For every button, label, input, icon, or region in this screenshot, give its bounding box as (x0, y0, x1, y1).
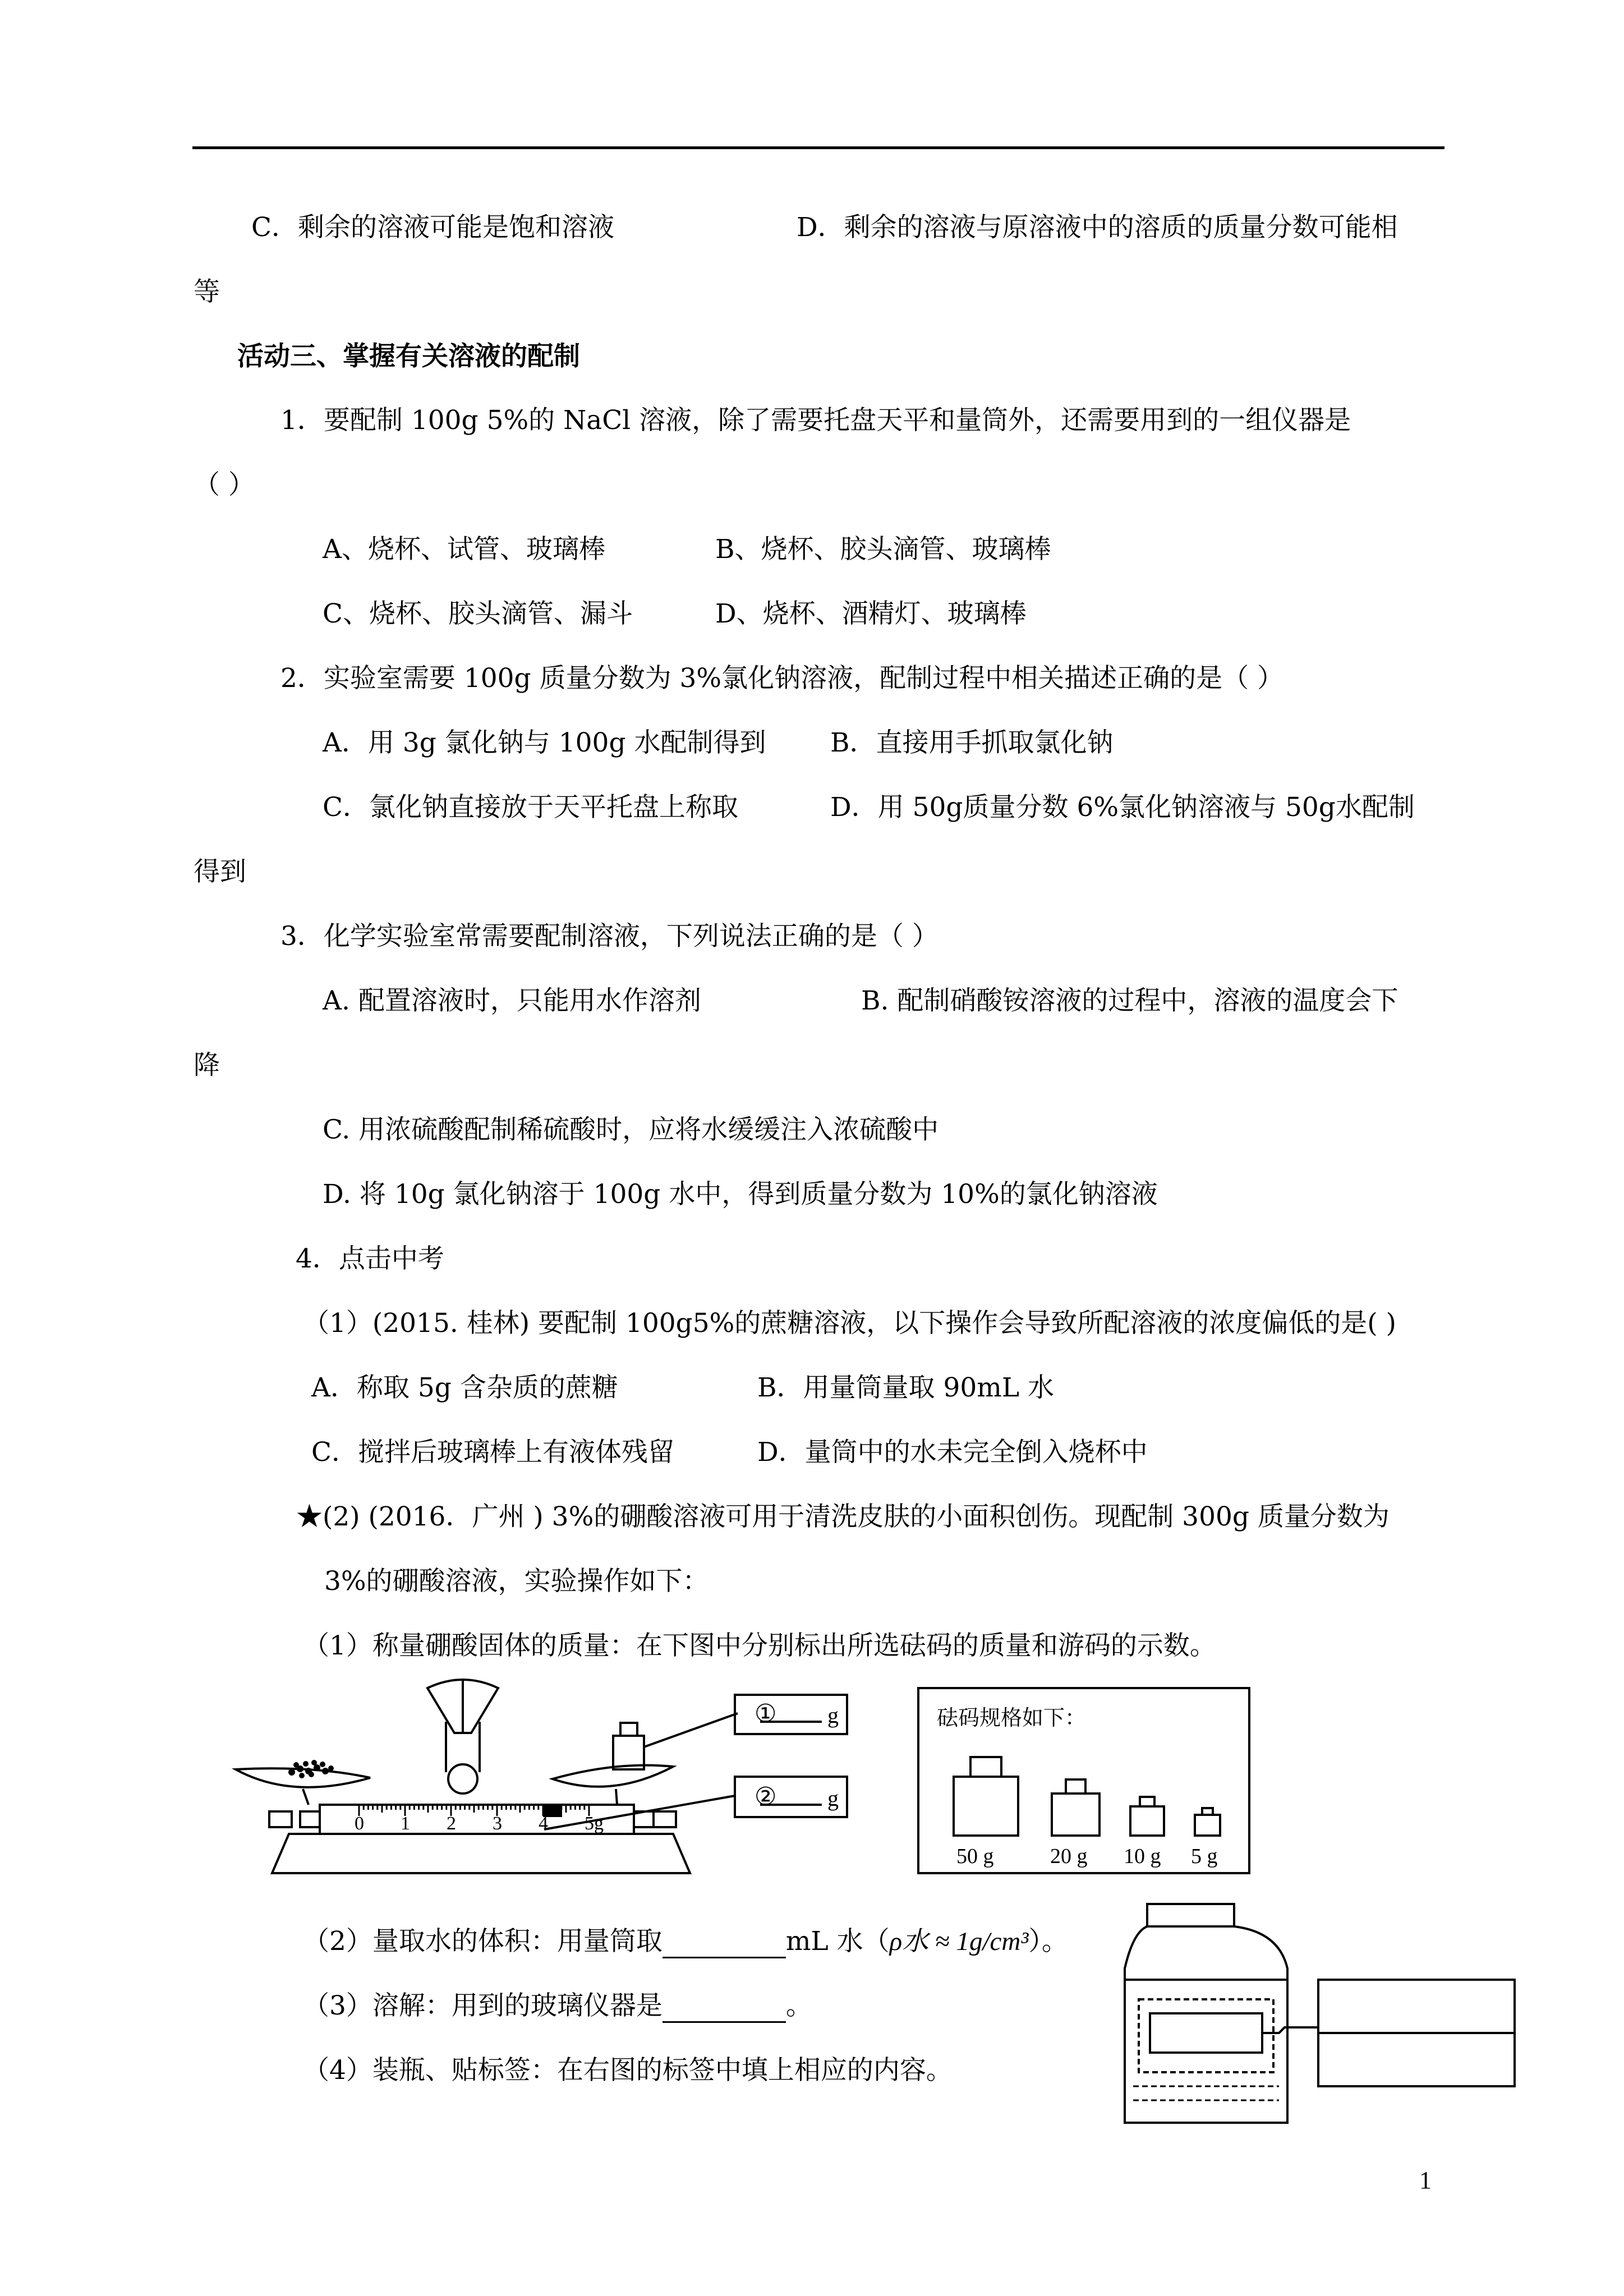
q3-option-a: A. 配置溶液时，只能用水作溶剂 (323, 985, 701, 1016)
question-4-2: ★(2) (2016．广州 ) 3%的硼酸溶液可用于清洗皮肤的小面积创伤。现配制 300g 质量分数为 (296, 1501, 1390, 1532)
scale-tick-label: 2 (447, 1813, 456, 1834)
scale-tick-label: 0 (355, 1813, 364, 1834)
blank-2-unit: g (827, 1786, 839, 1811)
blank-2-mark: ② (755, 1783, 777, 1810)
weights-title: 砝码规格如下： (937, 1705, 1087, 1730)
step-4: （4）装瓶、贴标签：在右图的标签中填上相应的内容。 (303, 2055, 953, 2086)
q4-1-option-c: C．搅拌后玻璃棒上有液体残留 (311, 1437, 674, 1468)
q2-option-d-cont: 得到 (194, 856, 246, 887)
page-number: 1 (1419, 2166, 1432, 2194)
step-2: （2）量取水的体积：用量筒取 mL 水（ρ水 ≈ 1g/cm³）。 (303, 1925, 1068, 1958)
blank-1-unit: g (827, 1703, 839, 1728)
q2-option-b: B．直接用手抓取氯化钠 (830, 727, 1114, 758)
q3-option-c: C. 用浓硫酸配制稀硫酸时，应将水缓缓注入浓硫酸中 (323, 1114, 939, 1145)
q4-1-option-b: B．用量筒量取 90mL 水 (757, 1372, 1055, 1403)
balance-svg (230, 1649, 864, 1896)
option-d-prev-cont: 等 (194, 276, 220, 307)
question-4-2-cont: 3%的硼酸溶液，实验操作如下： (324, 1566, 709, 1597)
weight-5g-icon (1195, 1815, 1220, 1836)
weight-label-50g: 50 g (956, 1845, 994, 1868)
question-2: 2．实验室需要 100g 质量分数为 3%氯化钠溶液，配制过程中相关描述正确的是（ ） (280, 663, 1284, 694)
weight-20g-icon (1052, 1794, 1099, 1836)
q4-1-option-a: A．称取 5g 含杂质的蔗糖 (311, 1372, 618, 1403)
scale-tick-label: 1 (401, 1813, 410, 1834)
scale-tick-label: 5g (585, 1813, 604, 1834)
weight-label-5g: 5 g (1191, 1845, 1218, 1868)
step-3: （3）溶解：用到的玻璃仪器是 。 (303, 1989, 812, 2023)
weight-50g-icon (954, 1777, 1018, 1836)
question-3: 3．化学实验室常需要配制溶液，下列说法正确的是（ ） (280, 921, 938, 952)
q3-option-b: B. 配制硝酸铵溶液的过程中，溶液的温度会下 (861, 985, 1398, 1016)
blank-1-mark: ① (755, 1700, 777, 1727)
q2-option-a: A．用 3g 氯化钠与 100g 水配制得到 (323, 727, 766, 758)
activity-heading: 活动三、掌握有关溶液的配制 (237, 341, 580, 372)
weights-spec-box (917, 1687, 1254, 1878)
bottle-figure (1116, 1901, 1526, 2131)
step-1: （1）称量硼酸固体的质量：在下图中分别标出所选砝码的质量和游码的示数。 (303, 1630, 1216, 1661)
header-rule (192, 146, 1444, 149)
question-4: 4．点击中考 (296, 1243, 444, 1274)
option-d-prev: D．剩余的溶液与原溶液中的溶质的质量分数可能相 (797, 212, 1398, 243)
q4-1-option-d: D．量筒中的水未完全倒入烧杯中 (757, 1437, 1148, 1468)
q2-option-d: D．用 50g质量分数 6%氯化钠溶液与 50g水配制 (830, 792, 1415, 823)
density-formula: ρ水 ≈ 1g/cm³ (889, 1927, 1029, 1956)
weight-label-20g: 20 g (1050, 1845, 1088, 1868)
scale-tick-label: 4 (539, 1813, 548, 1834)
bottle-liquid (1139, 1999, 1273, 2072)
q2-option-c: C．氯化钠直接放于天平托盘上称取 (323, 792, 738, 823)
q1-option-a: A、烧杯、试管、玻璃棒 (323, 534, 605, 565)
q1-option-d: D、烧杯、酒精灯、玻璃棒 (715, 598, 1027, 629)
question-1-paren: （ ） (194, 469, 255, 500)
q3-option-b-cont: 降 (194, 1050, 220, 1081)
water-volume-blank[interactable] (663, 1932, 786, 1958)
scale-tick-label: 3 (493, 1813, 502, 1834)
option-c-prev: C．剩余的溶液可能是饱和溶液 (251, 212, 614, 243)
bottle-label (1150, 2013, 1262, 2053)
balance-base (272, 1834, 690, 1873)
question-4-1: （1）(2015. 桂林) 要配制 100g5%的蔗糖溶液，以下操作会导致所配溶液的浓度偏低的是( ) (303, 1308, 1396, 1339)
weight-label-10g: 10 g (1124, 1845, 1161, 1868)
question-1: 1．要配制 100g 5%的 NaCl 溶液，除了需要托盘天平和量筒外，还需要用到的一组仪器是 (280, 405, 1351, 436)
weight-10g-icon (1130, 1806, 1164, 1836)
q1-option-c: C、烧杯、胶头滴管、漏斗 (323, 598, 633, 629)
q1-option-b: B、烧杯、胶头滴管、玻璃棒 (715, 534, 1051, 565)
balance-figure (230, 1649, 864, 1896)
glassware-blank[interactable] (663, 1997, 786, 2023)
q3-option-d: D. 将 10g 氯化钠溶于 100g 水中，得到质量分数为 10%的氯化钠溶液 (323, 1179, 1158, 1210)
